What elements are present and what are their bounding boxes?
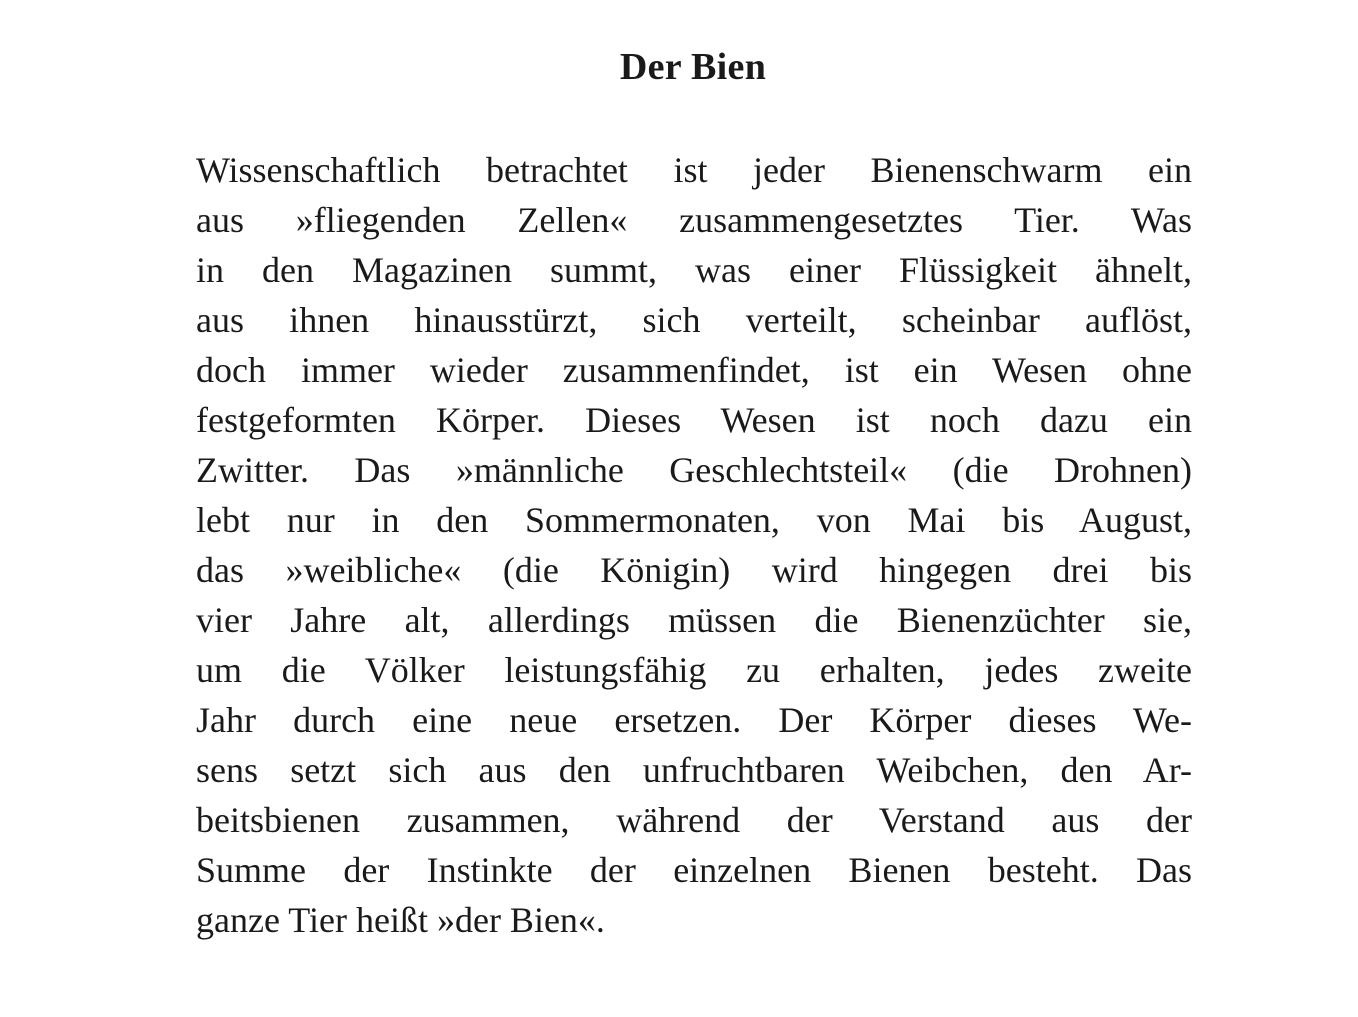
paragraph-line: ganze Tier heißt »der Bien«. (196, 900, 605, 940)
paragraph-line: Zwitter. Das »männliche Geschlechtsteil« (die Drohnen) (196, 450, 1192, 490)
paragraph-line: das »weibliche« (die Königin) wird hingegen drei bis (196, 550, 1192, 590)
paragraph-line: festgeformten Körper. Dieses Wesen ist noch dazu ein (196, 400, 1192, 440)
paragraph-line: Jahr durch eine neue ersetzen. Der Körper dieses We- (196, 700, 1192, 740)
paragraph-line: aus ihnen hinausstürzt, sich verteilt, scheinbar auflöst, (196, 300, 1192, 340)
paragraph-line: doch immer wieder zusammenfindet, ist ein Wesen ohne (196, 350, 1192, 390)
document-paragraph (196, 145, 1192, 945)
paragraph-line: sens setzt sich aus den unfruchtbaren Weibchen, den Ar- (196, 750, 1192, 790)
paragraph-line: Summe der Instinkte der einzelnen Bienen besteht. Das (196, 850, 1192, 890)
paragraph-line: vier Jahre alt, allerdings müssen die Bienenzüchter sie, (196, 600, 1192, 640)
paragraph-line: beitsbienen zusammen, während der Verstand aus der (196, 800, 1192, 840)
paragraph-line: Wissenschaftlich betrachtet ist jeder Bienenschwarm ein (196, 150, 1192, 190)
paragraph-line: in den Magazinen summt, was einer Flüssigkeit ähnelt, (196, 250, 1192, 290)
paragraph-line: aus »fliegenden Zellen« zusammengesetztes Tier. Was (196, 200, 1192, 240)
paragraph-line: lebt nur in den Sommermonaten, von Mai bis August, (196, 500, 1192, 540)
paragraph-line: um die Völker leistungsfähig zu erhalten, jedes zweite (196, 650, 1192, 690)
document-title: Der Bien (619, 46, 767, 88)
